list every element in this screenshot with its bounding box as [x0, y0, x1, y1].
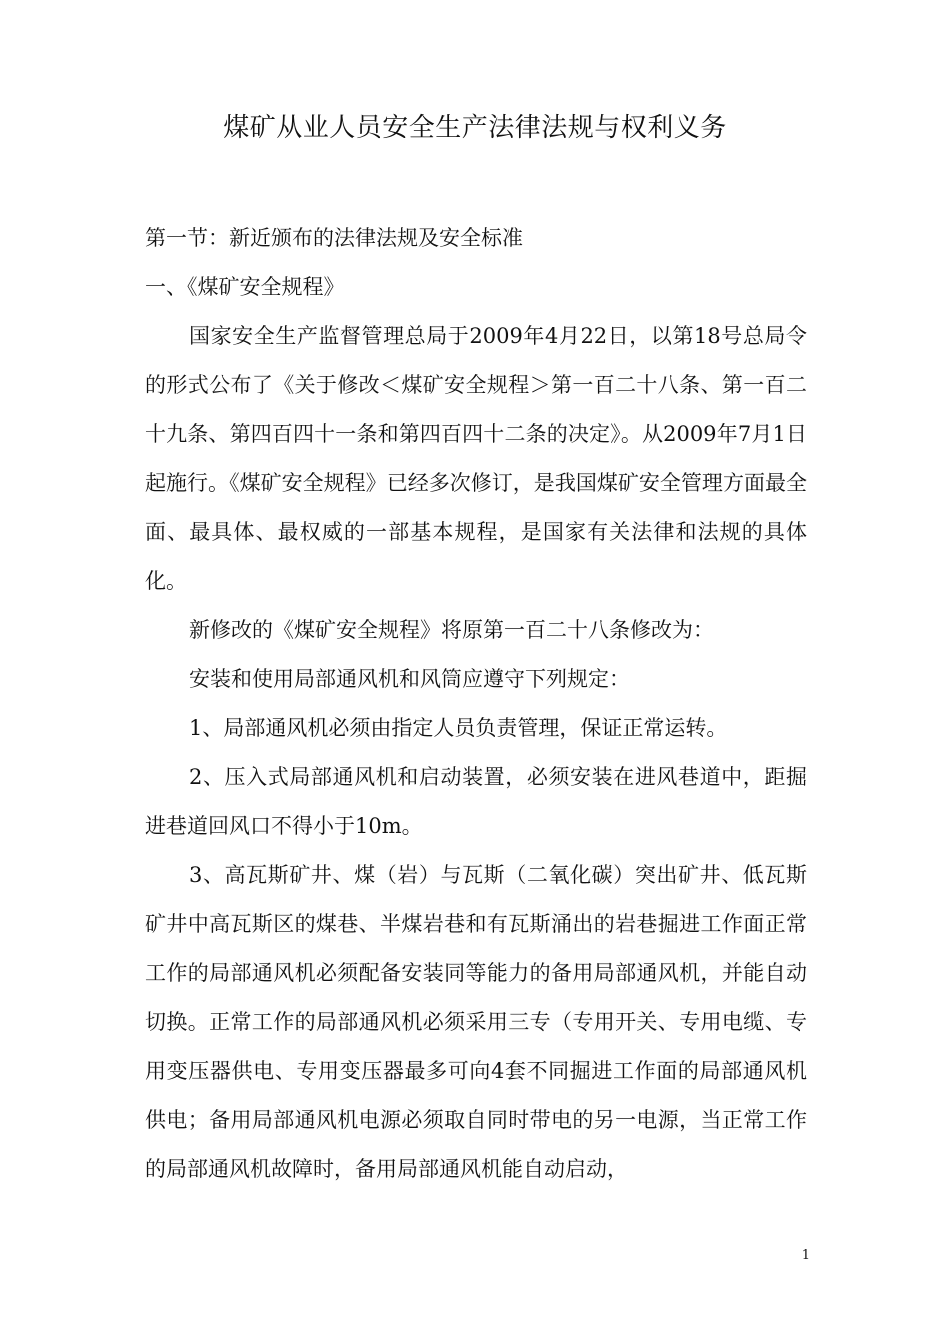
section-heading: 第一节：新近颁布的法律法规及安全标准 [145, 226, 523, 250]
document-title: 煤矿从业人员安全生产法律法规与权利义务 [223, 113, 727, 143]
paragraph: 安装和使用局部通风机和风筒应遵守下列规定： [189, 667, 630, 691]
document-body [145, 214, 807, 1194]
page-number: 1 [801, 1248, 810, 1263]
paragraph: 新修改的《煤矿安全规程》将原第一百二十八条修改为： [189, 618, 714, 642]
subheading: 一、《煤矿安全规程》 [145, 275, 345, 299]
paragraph: 2、压入式局部通风机和启动装置，必须安装在进风巷道中，距掘进巷道回风口不得小于10m。 [145, 765, 807, 838]
paragraph: 3、高瓦斯矿井、煤（岩）与瓦斯（二氧化碳）突出矿井、低瓦斯矿井中高瓦斯区的煤巷、半煤岩巷和有瓦斯涌出的岩巷掘进工作面正常工作的局部通风机必须配备安装同等能力的备用局部通风机，并能自动切换。正常工作的局部通风机必须采用三专（专用开关、专用电缆、专用变压器供电、专用变压器最多可向4套不同掘进工作面的局部通风机供电；备用局部通风机电源必须取自同时带电的另一电源，当正常工作的局部通风机故障时，备用局部通风机能自动启动， [145, 863, 807, 1181]
paragraph: 国家安全生产监督管理总局于2009年4月22日，以第18号总局令的形式公布了《关于修改＜煤矿安全规程＞第一百二十八条、第一百二十九条、第四百四十一条和第四百四十二条的决定》。从2009年7月1日起施行。《煤矿安全规程》已经多次修订，是我国煤矿安全管理方面最全面、最具体、最权威的一部基本规程，是国家有关法律和法规的具体化。 [145, 324, 807, 593]
paragraph: 1、局部通风机必须由指定人员负责管理，保证正常运转。 [189, 716, 728, 740]
